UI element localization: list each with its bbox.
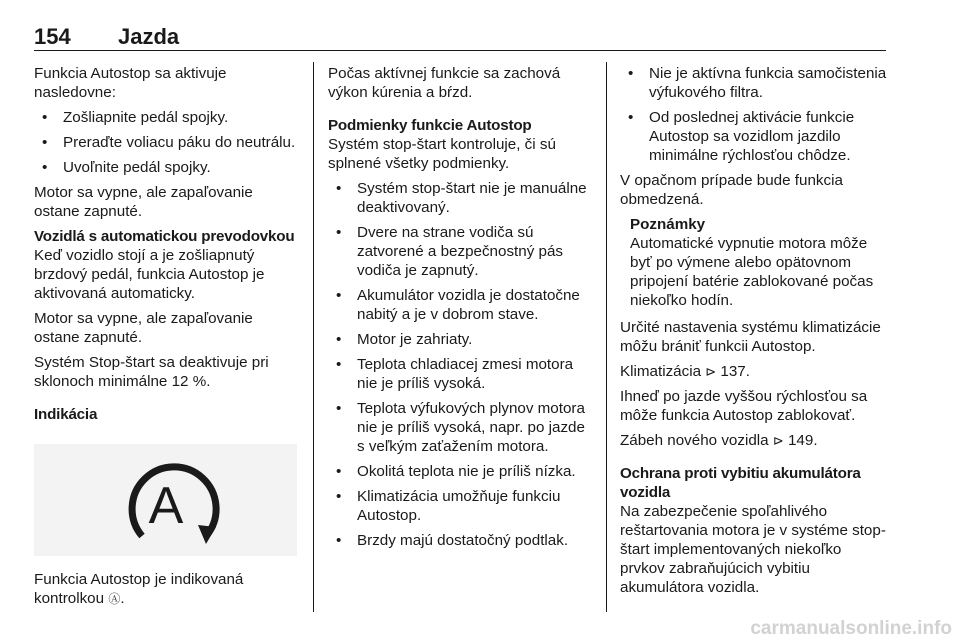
- list-item: • Teplota chladiacej zmesi motora nie je príliš vysoká.: [328, 355, 590, 393]
- indicator-letter: A: [148, 477, 184, 535]
- paragraph: Keď vozidlo stojí a je zošliapnutý brzdový pedál, funkcia Autostop je aktivovaná automaticky.: [34, 247, 265, 302]
- page-reference-arrow-icon: ⊳: [772, 433, 784, 448]
- steps-list: [34, 108, 302, 177]
- list-item: • Brzdy majú dostatočný podtlak.: [328, 531, 590, 550]
- list-item: • Klimatizácia umožňuje funkciu Autostop.: [328, 487, 590, 525]
- header-rule: [34, 50, 886, 51]
- paragraph: Motor sa vypne, ale zapaľovanie ostane zapnuté.: [34, 310, 253, 346]
- breakin-reference[interactable]: [620, 431, 890, 450]
- list-item: • Akumulátor vozidla je dostatočne nabitý a je v dobrom stave.: [328, 286, 590, 324]
- autostop-glyph-icon: Ⓐ: [108, 592, 121, 606]
- page-number: 154: [34, 24, 71, 49]
- reference-page: 149: [787, 432, 814, 449]
- list-item: • Okolitá teplota nie je príliš nízka.: [328, 462, 590, 481]
- paragraph: [34, 570, 302, 609]
- paragraph: Systém stop-štart kontroluje, či sú splnené všetky podmienky.: [328, 136, 556, 172]
- list-item: • Nie je aktívna funkcia samočistenia výfukového filtra.: [620, 64, 890, 102]
- section-heading: Ochrana proti vybitiu akumulátora vozidla: [620, 465, 861, 501]
- punctuation: .: [813, 432, 818, 449]
- note-title: Poznámky: [630, 216, 706, 233]
- paragraph: Počas aktívnej funkcie sa zachová výkon kúrenia a bŕzd.: [328, 65, 561, 101]
- list-item: • Od poslednej aktivácie funkcie Autostop sa vozidlom jazdilo minimálne rýchlosťou chôdze.: [620, 108, 890, 165]
- reference-text: Zábeh nového vozidla: [620, 432, 769, 449]
- paragraph: Funkcia Autostop sa aktivuje nasledovne:: [34, 65, 227, 101]
- list-item: • Systém stop-štart nie je manuálne deaktivovaný.: [328, 179, 590, 217]
- note-text: Automatické vypnutie motora môže byť po výmene alebo opätovnom pripojení batérie zablokované počas niekoľko hodín.: [630, 235, 874, 309]
- autostop-indicator-icon: [34, 444, 297, 556]
- paragraph: Na zabezpečenie spoľahlivého reštartovania motora je v systéme stop-štart implementovaných niekoľko prvkov zabraňujúcich vybitiu akumulátora vozidla.: [620, 503, 886, 596]
- list-item: • Motor je zahriaty.: [328, 330, 590, 349]
- climate-reference[interactable]: [620, 362, 890, 381]
- page-reference-arrow-icon: ⊳: [705, 364, 717, 379]
- autostop-indicator-figure: [34, 444, 297, 556]
- list-item: • Uvoľnite pedál spojky.: [34, 158, 302, 177]
- paragraph: Motor sa vypne, ale zapaľovanie ostane zapnuté.: [34, 184, 253, 220]
- reference-page: 137: [720, 363, 746, 380]
- chapter-title: Jazda: [118, 24, 180, 49]
- indicated-text: Funkcia Autostop je indikovaná kontrolkou: [34, 571, 244, 607]
- column-divider: [313, 62, 314, 612]
- punctuation: .: [745, 363, 750, 380]
- list-item: • Preraďte voliacu páku do neutrálu.: [34, 133, 302, 152]
- paragraph: Ihneď po jazde vyššou rýchlosťou sa môže funkcia Autostop zablokovať.: [620, 388, 868, 424]
- list-item: • Zošliapnite pedál spojky.: [34, 108, 302, 127]
- watermark: carmanualsonline.info: [750, 618, 952, 639]
- section-heading: Vozidlá s automatickou prevodovkou: [34, 228, 295, 245]
- section-heading: Indikácia: [34, 406, 98, 423]
- column-divider: [606, 62, 607, 612]
- conditions-list-continued: [620, 64, 890, 165]
- punctuation: .: [120, 590, 125, 607]
- section-heading: Podmienky funkcie Autostop: [328, 117, 532, 134]
- page-header: [34, 20, 886, 50]
- paragraph: Určité nastavenia systému klimatizácie môžu brániť funkcii Autostop.: [620, 319, 881, 355]
- paragraph: V opačnom prípade bude funkcia obmedzená.: [620, 172, 843, 208]
- reference-text: Klimatizácia: [620, 363, 702, 380]
- note-box: [630, 215, 890, 310]
- list-item: • Teplota výfukových plynov motora nie je príliš vysoká, napr. po jazde s veľkým zaťažením motora.: [328, 399, 590, 456]
- column-3: [620, 64, 890, 603]
- column-2: [328, 64, 590, 556]
- list-item: • Dvere na strane vodiča sú zatvorené a bezpečnostný pás vodiča je zapnutý.: [328, 223, 590, 280]
- column-1: [34, 64, 302, 615]
- paragraph: Systém Stop-štart sa deaktivuje pri sklonoch minimálne 12 %.: [34, 354, 269, 390]
- conditions-list: [328, 179, 590, 550]
